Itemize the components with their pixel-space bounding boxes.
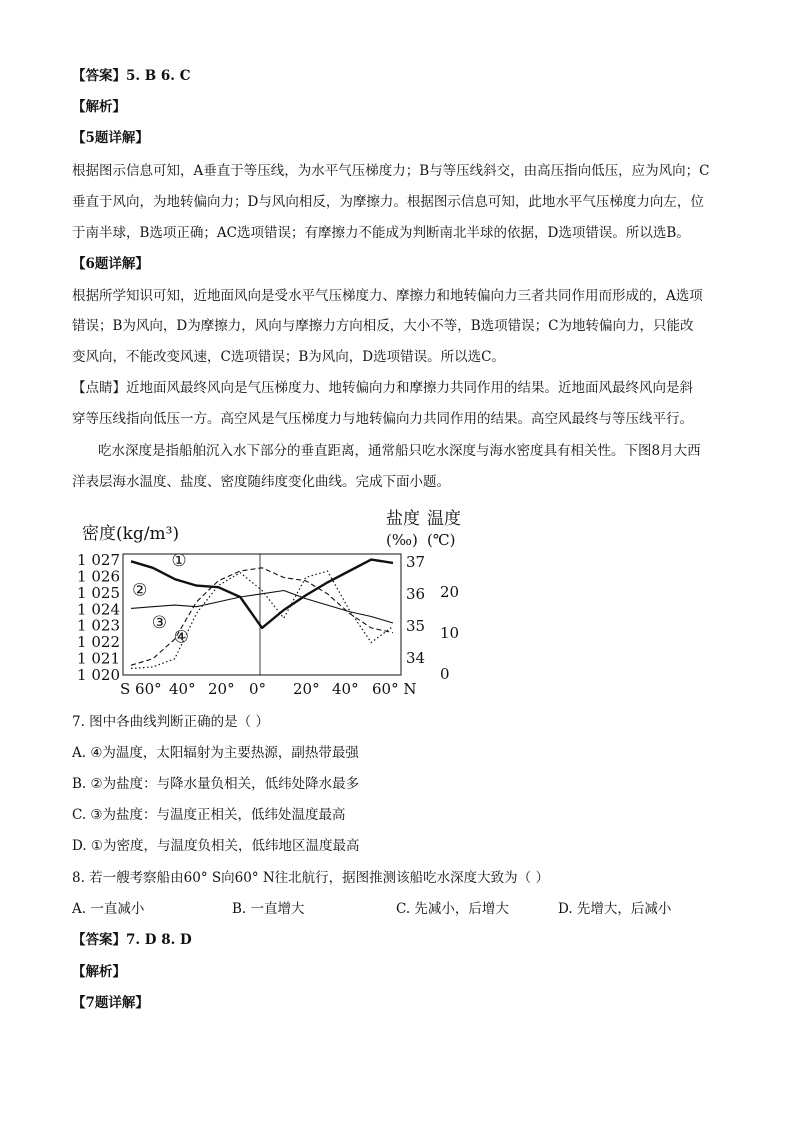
q6-detail-heading: 【6题详解】 — [72, 256, 149, 272]
q8-option-b: B. 一直增大 — [232, 901, 305, 917]
ocean-surface-chart — [70, 506, 480, 702]
temperature-tick-label: 10 — [440, 624, 460, 642]
q7-detail-heading: 【7题详解】 — [72, 995, 149, 1011]
x-tick-label: 40° — [332, 680, 359, 698]
question-8: 8. 若一艘考察船由60° S向60° N往北航行，据图推测该船吃水深度大致为（ ） — [72, 870, 549, 886]
x-tick-label: 40° — [169, 680, 196, 698]
q8-option-c: C. 先减小，后增大 — [396, 901, 509, 917]
x-tick-label: 20° — [293, 680, 320, 698]
salinity-tick-label: 34 — [406, 649, 426, 667]
q5-detail-heading: 【5题详解】 — [72, 130, 149, 146]
series-line-2 — [131, 591, 393, 624]
x-tick-label: 20° — [208, 680, 235, 698]
density-tick-label: 1 024 — [77, 600, 120, 619]
x-tick-label: 60° N — [372, 680, 417, 698]
answer-5-6: 【答案】5. B 6. C — [72, 68, 191, 84]
q7-option-c: C. ③为盐度：与温度正相关，低纬处温度最高 — [72, 807, 346, 823]
key-point-line: 【点睛】近地面风最终风向是气压梯度力、地转偏向力和摩擦力共同作用的结果。近地面风最终风向是斜 — [72, 380, 693, 396]
density-tick-label: 1 020 — [77, 666, 120, 684]
salinity-axis-unit: (‰) — [386, 531, 418, 549]
temperature-tick-label: 20 — [440, 583, 460, 601]
salinity-tick-label: 36 — [406, 585, 426, 603]
series-label-2: ② — [132, 580, 148, 601]
series-label-3: ③ — [151, 612, 168, 633]
salinity-tick-label: 37 — [406, 553, 426, 571]
series-label-4: ④ — [173, 627, 189, 648]
density-axis-title: 密度(kg/m³) — [82, 524, 180, 544]
x-tick-label: S 60° — [120, 680, 162, 698]
density-tick-label: 1 023 — [77, 616, 120, 635]
series-label-1: ① — [171, 551, 187, 572]
q7-option-a: A. ④为温度，太阳辐射为主要热源，副热带最强 — [72, 745, 359, 761]
salinity-tick-label: 35 — [406, 617, 426, 635]
answer-7-8: 【答案】7. D 8. D — [72, 932, 192, 948]
temperature-axis-unit: (℃) — [427, 531, 456, 549]
density-tick-label: 1 021 — [77, 649, 120, 668]
series-line-4 — [131, 571, 393, 669]
question-intro-line: 洋表层海水温度、盐度、密度随纬度变化曲线。完成下面小题。 — [72, 474, 450, 490]
density-tick-label: 1 022 — [77, 633, 120, 652]
q6-paragraph-line: 根据所学知识可知，近地面风向是受水平气压梯度力、摩擦力和地转偏向力三者共同作用而形成的，A选项 — [72, 288, 703, 304]
q5-paragraph-line: 根据图示信息可知，A垂直于等压线，为水平气压梯度力；B与等压线斜交，由高压指向低压，应为风向；C — [72, 163, 710, 179]
key-point-line: 穿等压线指向低压一方。高空风是气压梯度力与地转偏向力共同作用的结果。高空风最终与等压线平行。 — [72, 411, 693, 427]
density-tick-label: 1 026 — [77, 567, 120, 586]
temperature-axis-title: 温度 — [427, 509, 461, 529]
q6-paragraph-line: 错误；B为风向，D为摩擦力，风向与摩擦力方向相反，大小不等，B选项错误；C为地转偏向力，只能改 — [72, 318, 694, 334]
q8-option-d: D. 先增大，后减小 — [558, 901, 672, 917]
x-tick-label: 0° — [249, 680, 267, 698]
density-tick-label: 1 025 — [77, 583, 120, 602]
temperature-tick-label: 0 — [440, 665, 450, 683]
analysis-heading-2: 【解析】 — [72, 964, 126, 980]
density-tick-label: 1 027 — [77, 551, 120, 569]
q7-option-b: B. ②为盐度：与降水量负相关，低纬处降水最多 — [72, 776, 360, 792]
q6-paragraph-line: 变风向，不能改变风速，C选项错误；B为风向，D选项错误。所以选C。 — [72, 349, 505, 365]
question-intro-line: 吃水深度是指船舶沉入水下部分的垂直距离，通常船只吃水深度与海水密度具有相关性。下图8月大西 — [98, 443, 701, 459]
q5-paragraph-line: 于南半球，B选项正确；AC选项错误；有摩擦力不能成为判断南北半球的依据，D选项错误。所以选B。 — [72, 225, 690, 241]
salinity-axis-title: 盐度 — [386, 509, 420, 529]
q7-option-d: D. ①为密度，与温度负相关，低纬地区温度最高 — [72, 838, 360, 854]
question-7: 7. 图中各曲线判断正确的是（ ） — [72, 714, 269, 730]
analysis-heading-1: 【解析】 — [72, 99, 126, 115]
q5-paragraph-line: 垂直于风向，为地转偏向力；D与风向相反，为摩擦力。根据图示信息可知，此地水平气压梯度力向左，位 — [72, 194, 704, 210]
q8-option-a: A. 一直减小 — [72, 901, 145, 917]
